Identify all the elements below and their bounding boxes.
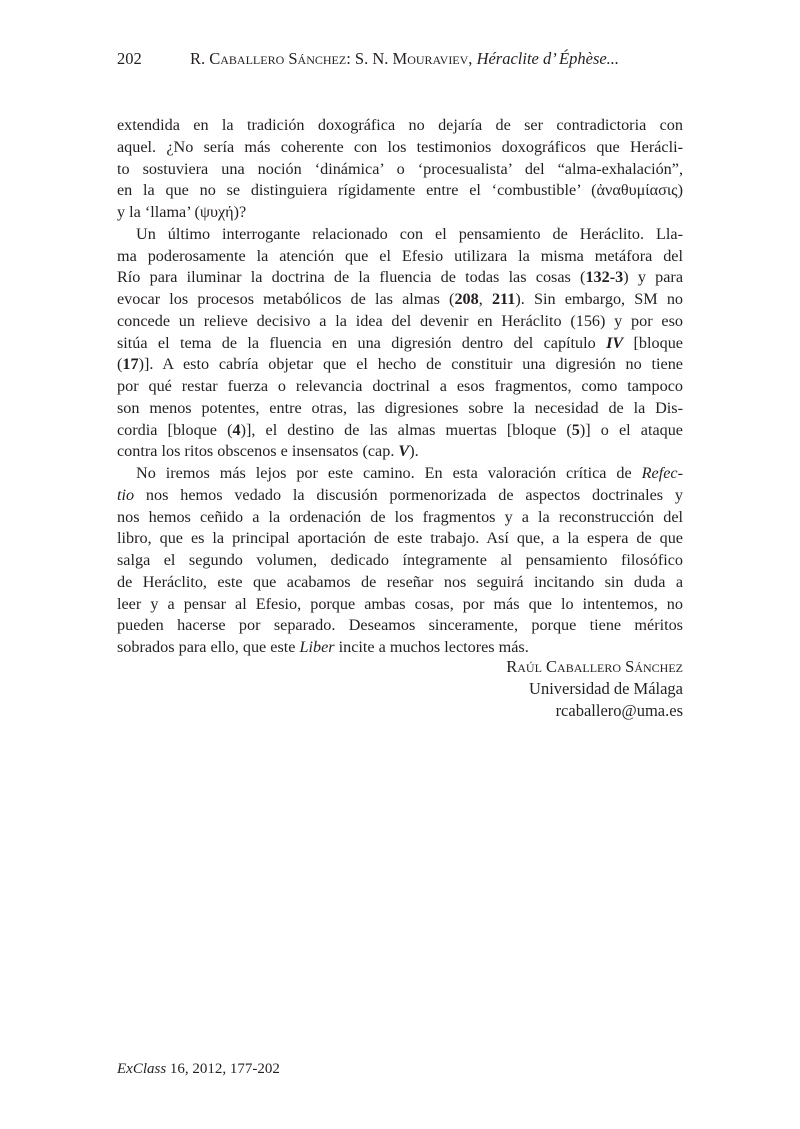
text-line — [117, 463, 683, 485]
text-segment: 4 — [232, 420, 241, 439]
text-segment: Refec- — [641, 464, 683, 482]
text-line — [117, 441, 683, 463]
text-segment: V — [398, 442, 410, 461]
text-segment: [bloque — [623, 333, 683, 352]
author-name: Raúl Caballero Sánchez — [506, 657, 683, 676]
text-segment: 132-3 — [585, 268, 624, 287]
text-line — [117, 398, 683, 420]
text-line — [117, 267, 683, 289]
text-line — [117, 115, 683, 137]
text-segment: 208 — [454, 290, 479, 308]
text-line — [117, 507, 683, 529]
text-segment: salga el segundo volumen, dedicado íntegramente al pensamiento filosófico — [117, 551, 683, 569]
text-segment: to sostuviera una noción ‘dinámica’ o ‘procesualista’ del “alma-exhalación”, — [117, 159, 683, 178]
text-segment: sobrados para ello, que este — [117, 638, 300, 656]
text-segment: ma poderosamente la atención que el Efesio utilizara la misma metáfora del — [117, 246, 683, 265]
author-email: rcaballero@uma.es — [555, 701, 683, 720]
text-segment: ). Sin embargo, SM no — [515, 290, 684, 308]
text-line — [117, 159, 683, 181]
text-line — [117, 550, 683, 572]
text-segment: incite a muchos lectores más. — [334, 638, 529, 656]
paragraph — [117, 224, 683, 463]
text-segment: evocar los procesos metabólicos de las almas ( — [117, 290, 455, 308]
text-segment: nos hemos ceñido a la ordenación de los fragmentos y a la reconstrucción del — [117, 507, 683, 526]
text-line — [117, 376, 683, 398]
text-segment: Río para iluminar la doctrina de la fluencia de todas las cosas ( — [117, 268, 586, 287]
text-line — [117, 311, 683, 333]
text-segment: concede un relieve decisivo a la idea del devenir en Heráclito (156) y por eso — [117, 311, 683, 330]
text-segment: sitúa el tema de la fluencia en una digresión dentro del capítulo — [117, 333, 607, 352]
text-segment: )]. A esto cabría objetar que el hecho de constituir una digresión no tiene — [138, 355, 683, 374]
signature-block — [506, 656, 683, 722]
text-line — [117, 354, 683, 376]
text-line — [117, 137, 683, 159]
text-segment: extendida en la tradición doxográfica no dejaría de ser contradictoria con — [117, 116, 683, 134]
paragraph — [117, 115, 683, 224]
text-segment: en la que no se distinguiera rígidamente entre el ‘combustible’ (ἀναθυμίασις) — [117, 181, 683, 200]
text-segment: leer y a pensar al Efesio, porque ambas cosas, por más que lo intentemos, no — [117, 594, 683, 613]
text-line — [117, 246, 683, 268]
journal-name: ExClass — [117, 1061, 167, 1077]
text-segment: libro, que es la principal aportación de este trabajo. Así que, a la espera de que — [117, 529, 683, 548]
text-line — [117, 594, 683, 616]
page-number: 202 — [117, 49, 142, 68]
text-segment: tio — [117, 485, 135, 504]
text-segment: ) y para — [623, 268, 684, 287]
text-line — [117, 224, 683, 246]
text-segment: son menos potentes, entre otras, las digresiones sobre la necesidad de la Dis- — [117, 398, 683, 417]
text-segment: )] o el ataque — [579, 420, 683, 439]
text-segment: Liber — [299, 638, 335, 656]
text-line — [117, 528, 683, 550]
text-line — [117, 289, 683, 311]
text-line — [117, 572, 683, 594]
text-segment: 211 — [491, 290, 516, 308]
body-text — [117, 115, 683, 659]
text-line — [117, 333, 683, 355]
text-segment: pueden hacerse por separado. Deseamos sinceramente, porque tiene méritos — [117, 616, 683, 635]
running-title-author: R. Caballero Sánchez: S. N. Mouraviev, — [190, 49, 477, 68]
text-segment: , — [478, 290, 492, 308]
text-line — [117, 485, 683, 507]
text-line — [117, 615, 683, 637]
running-title-work: Héraclite d’ Éphèse... — [476, 49, 620, 68]
citation-details: 16, 2012, 177-202 — [166, 1061, 280, 1077]
text-segment: aquel. ¿No sería más coherente con los testimonios doxográficos que Herácli- — [117, 137, 683, 156]
text-segment: por qué restar fuerza o relevancia doctrinal a esos fragmentos, como tampoco — [117, 377, 683, 395]
text-segment: No iremos más lejos por este camino. En esta valoración crítica de — [136, 464, 642, 482]
text-segment: ). — [409, 442, 419, 461]
paragraph — [117, 463, 683, 659]
running-header — [117, 49, 619, 69]
text-segment: contra los ritos obscenos e insensatos (cap. — [117, 442, 399, 461]
text-line — [117, 420, 683, 442]
text-segment: IV — [606, 333, 624, 352]
text-segment: Un último interrogante relacionado con el pensamiento de Heráclito. Lla- — [136, 224, 683, 243]
text-segment: de Heráclito, este que acabamos de reseñar nos seguirá incitando sin duda a — [117, 572, 683, 591]
text-segment: y la ‘llama’ (ψυχή)? — [117, 203, 247, 221]
text-segment: )], el destino de las almas muertas [bloque ( — [240, 420, 572, 439]
text-segment: nos hemos vedado la discusión pormenorizada de aspectos doctrinales y — [134, 485, 683, 504]
text-segment: 17 — [122, 355, 139, 374]
text-line — [117, 202, 683, 224]
text-segment: cordia [bloque ( — [117, 420, 233, 439]
text-segment: ( — [117, 355, 123, 374]
footer-citation — [117, 1061, 280, 1078]
author-affiliation: Universidad de Málaga — [529, 679, 683, 698]
text-segment: 5 — [571, 420, 580, 439]
text-line — [117, 180, 683, 202]
